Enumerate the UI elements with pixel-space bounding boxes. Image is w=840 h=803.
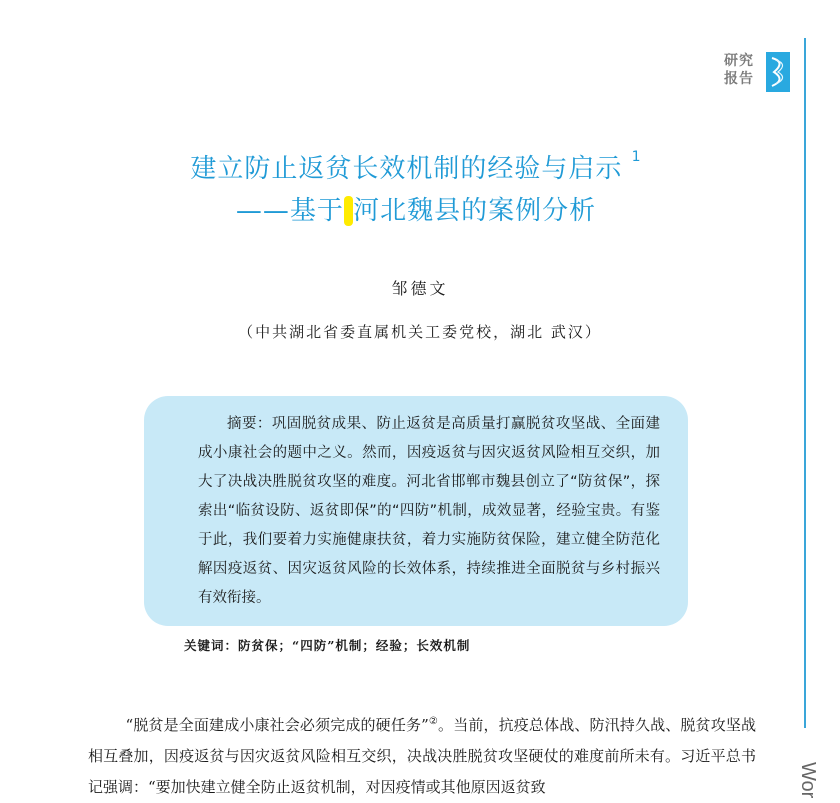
keywords-text: 防贫保；“四防”机制；经验；长效机制 (238, 638, 471, 653)
body-footnote-mark: ② (428, 716, 439, 727)
article-title (0, 148, 832, 185)
abstract-paragraph (198, 410, 660, 613)
badge-line-2: 报告 (724, 71, 754, 87)
body-text-part1: “脱贫是全面建成小康社会必须完成的硬任务” (125, 716, 429, 734)
body-text-part2: 。当前，抗疫总体战、防汛持久战、脱贫攻坚战相互叠加，因疫返贫与因灾返贫风险相互交织，决战决胜脱贫攻坚硬仗的难度前所未有。习近平总书记强调：“要加快建立健全防止返贫机制，对因疫情或其他原因返贫致 (88, 716, 756, 796)
subtitle-prefix: ——基于 (235, 196, 344, 226)
article-subtitle (0, 190, 832, 227)
subtitle-highlight-mark (344, 196, 353, 226)
title-text: 建立防止返贫长效机制的经验与启示 (190, 154, 623, 184)
badge-label (724, 52, 766, 88)
abstract-text: 巩固脱贫成果、防止返贫是高质量打赢脱贫攻坚战、全面建成小康社会的题中之义。然而，因疫返贫与因灾返贫风险相互交织，加大了决战决胜脱贫攻坚的难度。河北省邯郸市魏县创立了“防贫保”，探索出“临贫设防、返贫即保”的“四防”机制，成效显著，经验宝贵。有鉴于此，我们要着力实施健康扶贫，着力实施防贫保险，建立健全防范化解因疫返贫、因灾返贫风险的长效体系，持续推进全面脱贫与乡村振兴有效衔接。 (198, 416, 661, 606)
body-paragraph (88, 706, 756, 803)
author-name: 邹德文 (391, 279, 449, 298)
journal-logo-icon (766, 52, 790, 92)
title-footnote-mark: 1 (631, 149, 642, 166)
keywords-label: 关键词： (184, 638, 239, 653)
abstract-label: 摘要： (227, 416, 272, 432)
abstract-box (144, 396, 688, 626)
author-affiliation: （中共湖北省委直属机关工委党校，湖北 武汉） (238, 323, 602, 341)
keywords-line (184, 636, 704, 654)
subtitle-rest: 河北魏县的案例分析 (353, 196, 597, 226)
running-head-vertical: Wor (797, 762, 819, 799)
margin-rule (804, 38, 806, 728)
section-badge (724, 52, 790, 92)
badge-line-1: 研究 (724, 53, 754, 69)
body-text (88, 706, 756, 803)
